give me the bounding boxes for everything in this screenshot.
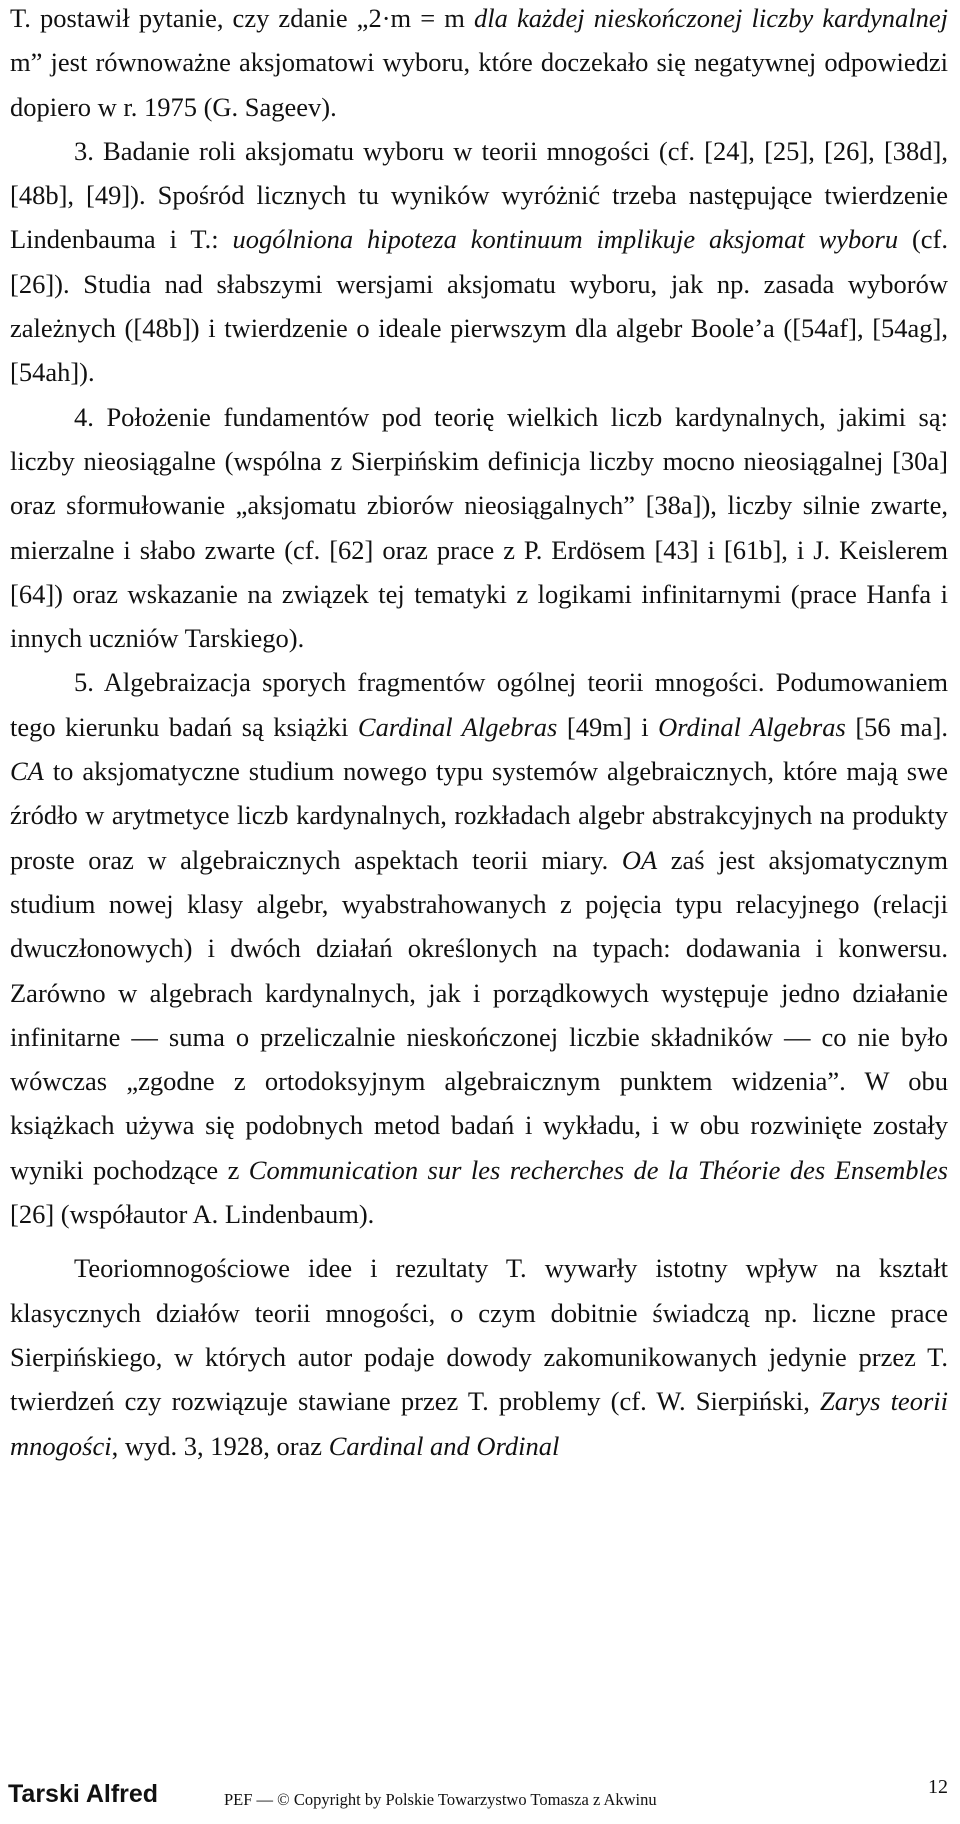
text-run: to aksjomatyczne studium nowego typu systemów algebraicznych, które mają swe źródło w arytmetyce liczb kardynalnych, rozkładach algebr abstrakcyjnych na produkty proste oraz w algebraicznych aspektach teorii miary. — [10, 756, 948, 875]
text-run: 3. Badanie roli aksjomatu wyboru w teorii mnogości (cf. [24], [25], [26], [38d], [48b], [49]). Spośród licznych tu wyników wyróżnić trzeba następujące twierdzenie Lindenbauma i T.: — [10, 135, 948, 255]
text-run: zaś jest aksjomatycznym studium nowej klasy algebr, wyabstrahowanych z pojęcia typu relacyjnego (relacji dwuczłonowych) i dwóch działań określonych na typach: dodawania i konwersu. Zarówno w algebrach kardynalnych, jak i porządkowych występuje jedno działanie infinitarne — suma o przeliczalnie nieskończonej liczbie składników — co nie było wówczas „zgodne z ortodoksyjnym algebraicznym punktem widzenia”. W obu książkach używa się podobnych metod badań i wykładu, i w obu rozwinięte zostały wyniki pochodzące z — [10, 844, 948, 1185]
footer-author: Tarski Alfred — [8, 1780, 159, 1808]
italic-text: Cardinal Algebras — [357, 711, 558, 742]
text-run: (cf. [26]). Studia nad słabszymi wersjami aksjomatu wyboru, jak np. zasada wyborów zależnych ([48b]) i twierdzenie o ideale pierwszym dla algebr Boole’a ([54af], [54ag],[54ah]). — [10, 224, 948, 388]
text-run: [56 ma]. — [845, 711, 948, 742]
paragraph — [10, 1246, 948, 1467]
footer-copyright: PEF — © Copyright by Polskie Towarzystwo Tomasza z Akwinu — [224, 1790, 657, 1809]
italic-text: Zarys teorii mnogości — [10, 1386, 948, 1461]
italic-text: Communication sur les recherches de la Théorie des Ensembles — [248, 1154, 948, 1185]
paragraph — [10, 660, 948, 1236]
article-body — [10, 0, 948, 1468]
text-run: T. postawił pytanie, czy zdanie „2·m = m — [10, 3, 474, 33]
italic-text: CA — [10, 756, 44, 787]
text-run: m” jest równoważne aksjomatowi wyboru, które doczekało się negatywnej odpowiedzi dopiero w r. 1975 (G. Sageev). — [10, 47, 948, 122]
italic-text: OA — [621, 844, 658, 875]
paragraph — [10, 0, 948, 129]
paragraph — [10, 129, 948, 395]
page-number: 12 — [928, 1776, 948, 1798]
italic-text: dla każdej nieskończonej liczby kardynalnej — [473, 3, 948, 33]
text-run: , wyd. 3, 1928, oraz — [111, 1430, 329, 1461]
text-run: [26] (współautor A. Lindenbaum). — [10, 1199, 375, 1230]
paragraph — [10, 395, 948, 661]
text-run: Teoriomnogościowe idee i rezultaty T. wywarły istotny wpływ na kształt klasycznych działów teorii mnogości, o czym dobitnie świadczą np. liczne prace Sierpińskiego, w których autor podaje dowody zakomunikowanych jedynie przez T. twierdzeń czy rozwiązuje stawiane przez T. problemy (cf. W. Sierpiński, — [10, 1253, 948, 1417]
text-run: 4. Położenie fundamentów pod teorię wielkich liczb kardynalnych, jakimi są: liczby nieosiągalne (wspólna z Sierpińskim definicja liczby mocno nieosiągalnej [30a] oraz sformułowanie „aksjomatu zbiorów nieosiągalnych” [38a]), liczby silnie zwarte, mierzalne i słabo zwarte (cf. [62] oraz prace z P. Erdösem [43] i [61b], i J. Keislerem [64]) oraz wskazanie na związek tej tematyki z logikami infinitarnymi (prace Hanfa i innych uczniów Tarskiego). — [10, 401, 948, 654]
italic-text: Ordinal Algebras — [658, 711, 846, 742]
italic-text: uogólniona hipoteza kontinuum implikuje aksjomat wyboru — [232, 224, 899, 255]
page-footer — [8, 1776, 948, 1816]
italic-text: Cardinal and Ordinal — [328, 1430, 560, 1461]
text-run: [49m] i — [557, 711, 659, 742]
text-run: 5. Algebraizacja sporych fragmentów ogólnej teorii mnogości. Podumowaniem tego kierunku badań są książki — [10, 667, 948, 742]
